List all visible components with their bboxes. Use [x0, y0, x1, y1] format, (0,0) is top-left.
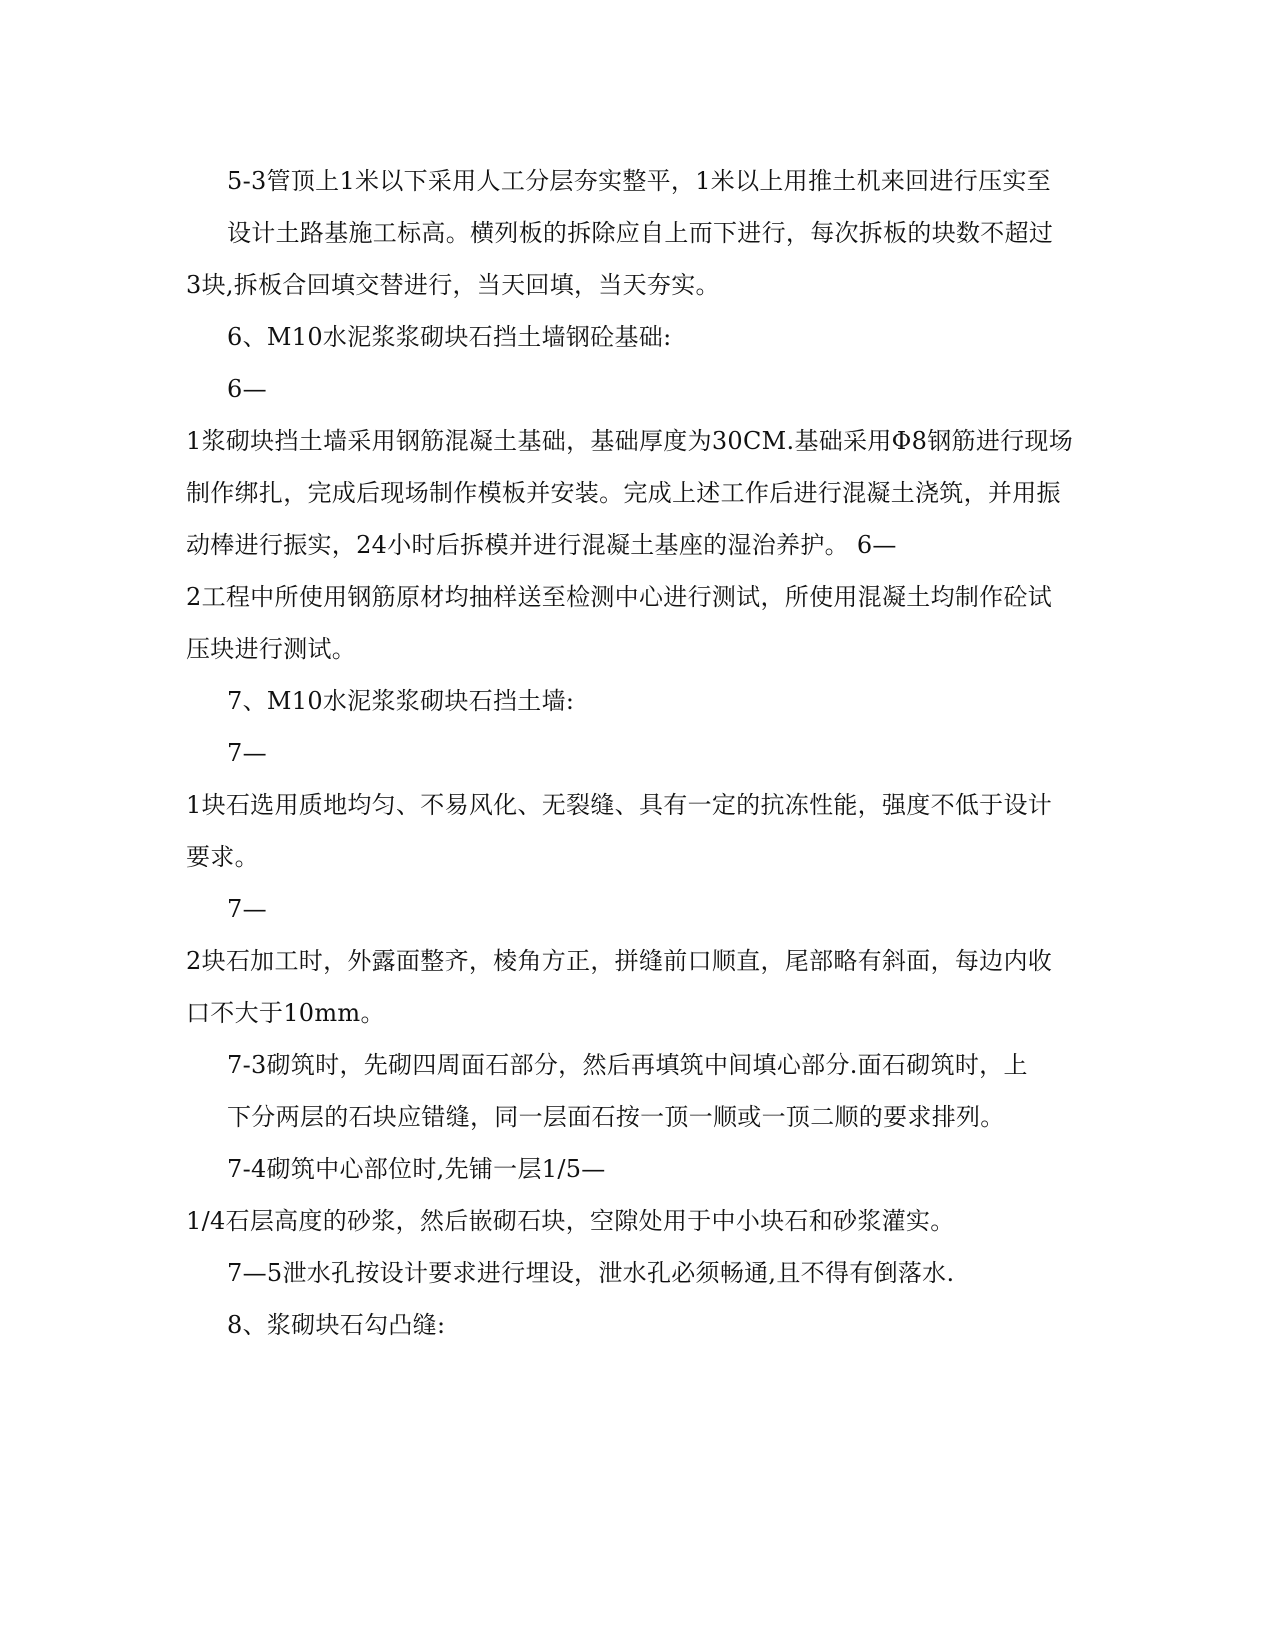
text-line: 设计土路基施工标高。横列板的拆除应自上而下进行，每次拆板的块数不超过	[227, 219, 1054, 247]
text-line: 3块,拆板合回填交替进行，当天回填，当天夯实。	[186, 271, 720, 299]
section-heading: 8、浆砌块石勾凸缝:	[227, 1311, 446, 1339]
text-line: 1块石选用质地均匀、不易风化、无裂缝、具有一定的抗冻性能，强度不低于设计	[186, 791, 1053, 819]
text-line: 1/4石层高度的砂浆，然后嵌砌石块，空隙处用于中小块石和砂浆灌实。	[186, 1207, 955, 1235]
text-line: 7—	[227, 739, 267, 767]
text-line: 制作绑扎，完成后现场制作模板并安装。完成上述工作后进行混凝土浇筑，并用振	[186, 479, 1061, 507]
text-line: 7-3砌筑时，先砌四周面石部分，然后再填筑中间填心部分.面石砌筑时，上	[227, 1051, 1028, 1079]
section-heading: 6、M10水泥浆浆砌块石挡土墙钢砼基础:	[227, 323, 672, 351]
text-line: 7-4砌筑中心部位时,先铺一层1/5—	[227, 1155, 606, 1183]
text-line: 6—	[227, 375, 267, 403]
text-line: 压块进行测试。	[186, 635, 357, 663]
text-line: 1浆砌块挡土墙采用钢筋混凝土基础，基础厚度为30CM.基础采用Φ8钢筋进行现场	[186, 427, 1074, 455]
text-line: 7—	[227, 895, 267, 923]
section-heading: 7、M10水泥浆浆砌块石挡土墙:	[227, 687, 575, 715]
text-line: 下分两层的石块应错缝，同一层面石按一顶一顺或一顶二顺的要求排列。	[227, 1103, 1005, 1131]
text-line: 口不大于10mm。	[186, 999, 385, 1027]
text-line: 2块石加工时，外露面整齐，棱角方正，拼缝前口顺直，尾部略有斜面，每边内收	[186, 947, 1053, 975]
text-line: 动棒进行振实，24小时后拆模并进行混凝土基座的湿治养护。 6—	[186, 531, 897, 559]
text-line: 要求。	[186, 843, 259, 871]
text-line: 5-3管顶上1米以下采用人工分层夯实整平，1米以上用推土机来回进行压实至	[227, 167, 1051, 195]
text-line: 7—5泄水孔按设计要求进行埋设，泄水孔必须畅通,且不得有倒落水.	[227, 1259, 955, 1287]
text-line: 2工程中所使用钢筋原材均抽样送至检测中心进行测试，所使用混凝土均制作砼试	[186, 583, 1053, 611]
